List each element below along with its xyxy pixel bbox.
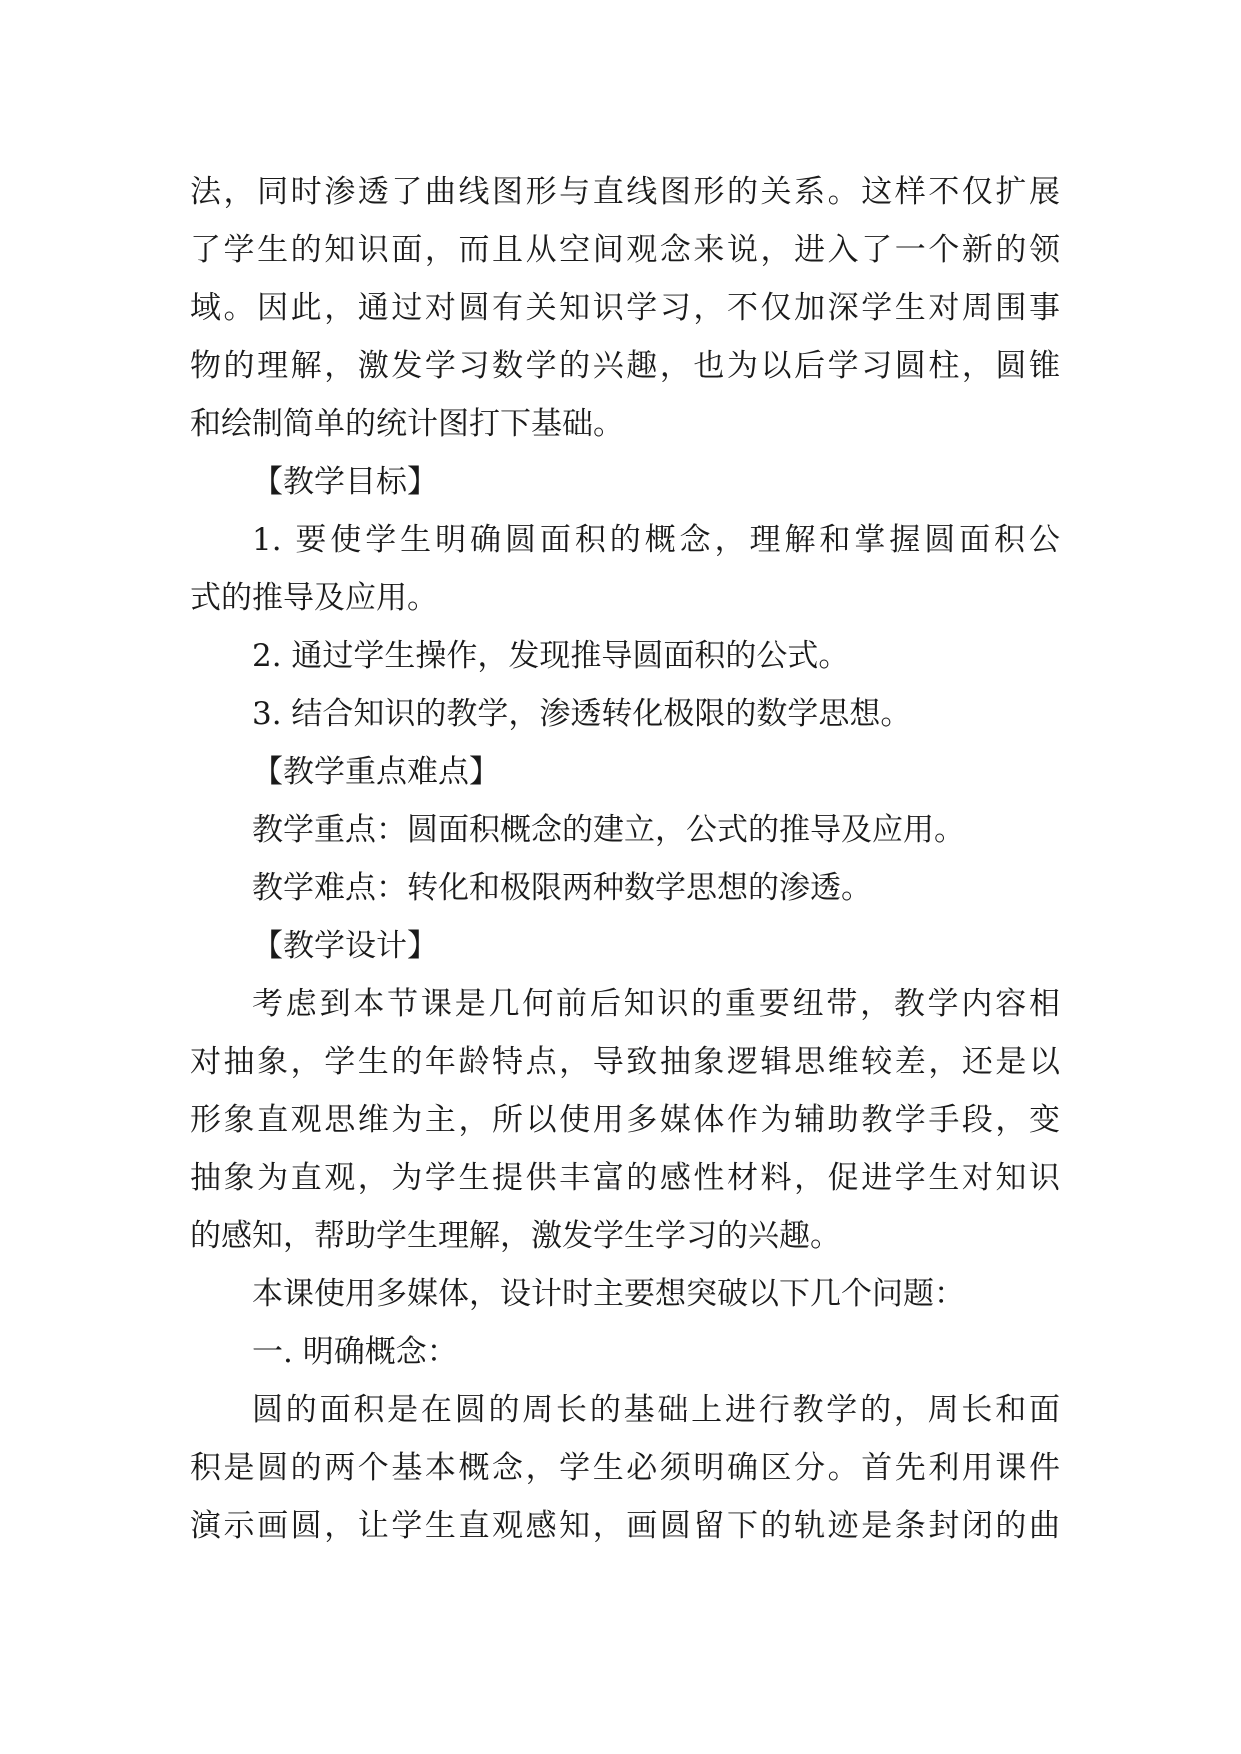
text-line: 本课使用多媒体，设计时主要想突破以下几个问题： <box>252 1276 965 1312</box>
text-line: 考虑到本节课是几何前后知识的重要纽带，教学内容相 <box>252 986 1060 1022</box>
text-line: 积是圆的两个基本概念，学生必须明确区分。首先利用课件 <box>190 1450 1060 1486</box>
list-item: 3. 结合知识的教学，渗透转化极限的数学思想。 <box>252 696 912 732</box>
text-line: 教学重点：圆面积概念的建立，公式的推导及应用。 <box>252 812 965 848</box>
text-line: 抽象为直观，为学生提供丰富的感性材料，促进学生对知识 <box>190 1160 1060 1196</box>
list-item: 2. 通过学生操作，发现推导圆面积的公式。 <box>252 638 850 674</box>
text-line: 法，同时渗透了曲线图形与直线图形的关系。这样不仅扩展 <box>190 174 1060 210</box>
text-line: 了学生的知识面，而且从空间观念来说，进入了一个新的领 <box>190 232 1060 268</box>
text-line: 的感知，帮助学生理解，激发学生学习的兴趣。 <box>190 1218 841 1254</box>
text-line: 教学难点：转化和极限两种数学思想的渗透。 <box>252 870 872 906</box>
section-heading: 【教学目标】 <box>252 464 438 500</box>
section-heading: 【教学设计】 <box>252 928 438 964</box>
text-line: 形象直观思维为主，所以使用多媒体作为辅助教学手段，变 <box>190 1102 1060 1138</box>
text-line: 和绘制简单的统计图打下基础。 <box>190 406 624 442</box>
list-item: 一. 明确概念： <box>252 1334 458 1370</box>
text-line: 物的理解，激发学习数学的兴趣，也为以后学习圆柱，圆锥 <box>190 348 1060 384</box>
text-line: 圆的面积是在圆的周长的基础上进行教学的，周长和面 <box>252 1392 1060 1428</box>
text-line: 对抽象，学生的年龄特点，导致抽象逻辑思维较差，还是以 <box>190 1044 1060 1080</box>
text-line: 式的推导及应用。 <box>190 580 438 616</box>
section-heading: 【教学重点难点】 <box>252 754 500 790</box>
text-line: 演示画圆，让学生直观感知，画圆留下的轨迹是条封闭的曲 <box>190 1508 1060 1544</box>
list-item: 1. 要使学生明确圆面积的概念，理解和掌握圆面积公 <box>252 522 1060 558</box>
text-line: 域。因此，通过对圆有关知识学习，不仅加深学生对周围事 <box>190 290 1060 326</box>
